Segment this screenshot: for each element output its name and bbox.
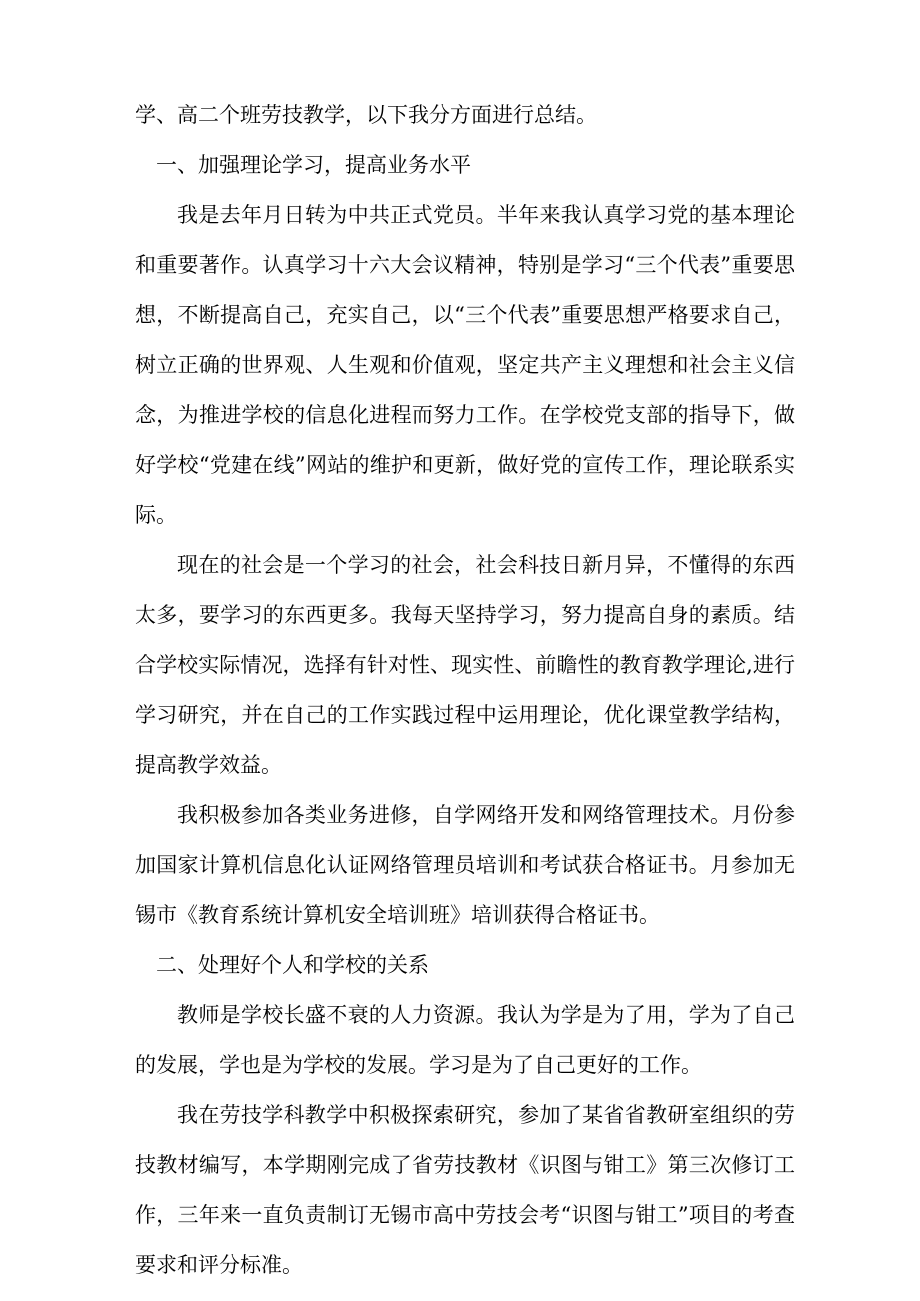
paragraph-learning-society: 现在的社会是一个学习的社会，社会科技日新月异，不懂得的东西太多，要学习的东西更多。我每天坚持学习，努力提高自身的素质。结合学校实际情况，选择有针对性、现实性、前瞻性的教育教学理论,进行学习研究，并在自己的工作实践过程中运用理论，优化课堂教学结构，提高教学效益。 bbox=[135, 553, 795, 777]
paragraph-textbook-work: 我在劳技学科教学中积极探索研究，参加了某省省教研室组织的劳技教材编写，本学期刚完成了省劳技教材《识图与钳工》第三次修订工作，三年来一直负责制订无锡市高中劳技会考“识图与钳工”项目的考查要求和评分标准。 bbox=[135, 1103, 795, 1277]
paragraph-training: 我积极参加各类业务进修，自学网络开发和网络管理技术。月份参加国家计算机信息化认证网络管理员培训和考试获合格证书。月参加无锡市《教育系统计算机安全培训班》培训获得合格证书。 bbox=[135, 803, 795, 927]
section-heading-1: 一、加强理论学习，提高业务水平 bbox=[156, 153, 471, 177]
paragraph-teacher-resource: 教师是学校长盛不衰的人力资源。我认为学是为了用，学为了自己的发展，学也是为学校的发展。学习是为了自己更好的工作。 bbox=[135, 1003, 795, 1077]
paragraph-party-study: 我是去年月日转为中共正式党员。半年来我认真学习党的基本理论和重要著作。认真学习十六大会议精神，特别是学习“三个代表”重要思想，不断提高自己，充实自己，以“三个代表”重要思想严格要求自己，树立正确的世界观、人生观和价值观，坚定共产主义理想和社会主义信念，为推进学校的信息化进程而努力工作。在学校党支部的指导下，做好学校“党建在线”网站的维护和更新，做好党的宣传工作，理论联系实际。 bbox=[135, 203, 795, 527]
section-heading-2: 二、处理好个人和学校的关系 bbox=[156, 953, 429, 977]
document-body bbox=[135, 90, 795, 1290]
paragraph-continuation: 学、高二个班劳技教学，以下我分方面进行总结。 bbox=[135, 103, 597, 127]
